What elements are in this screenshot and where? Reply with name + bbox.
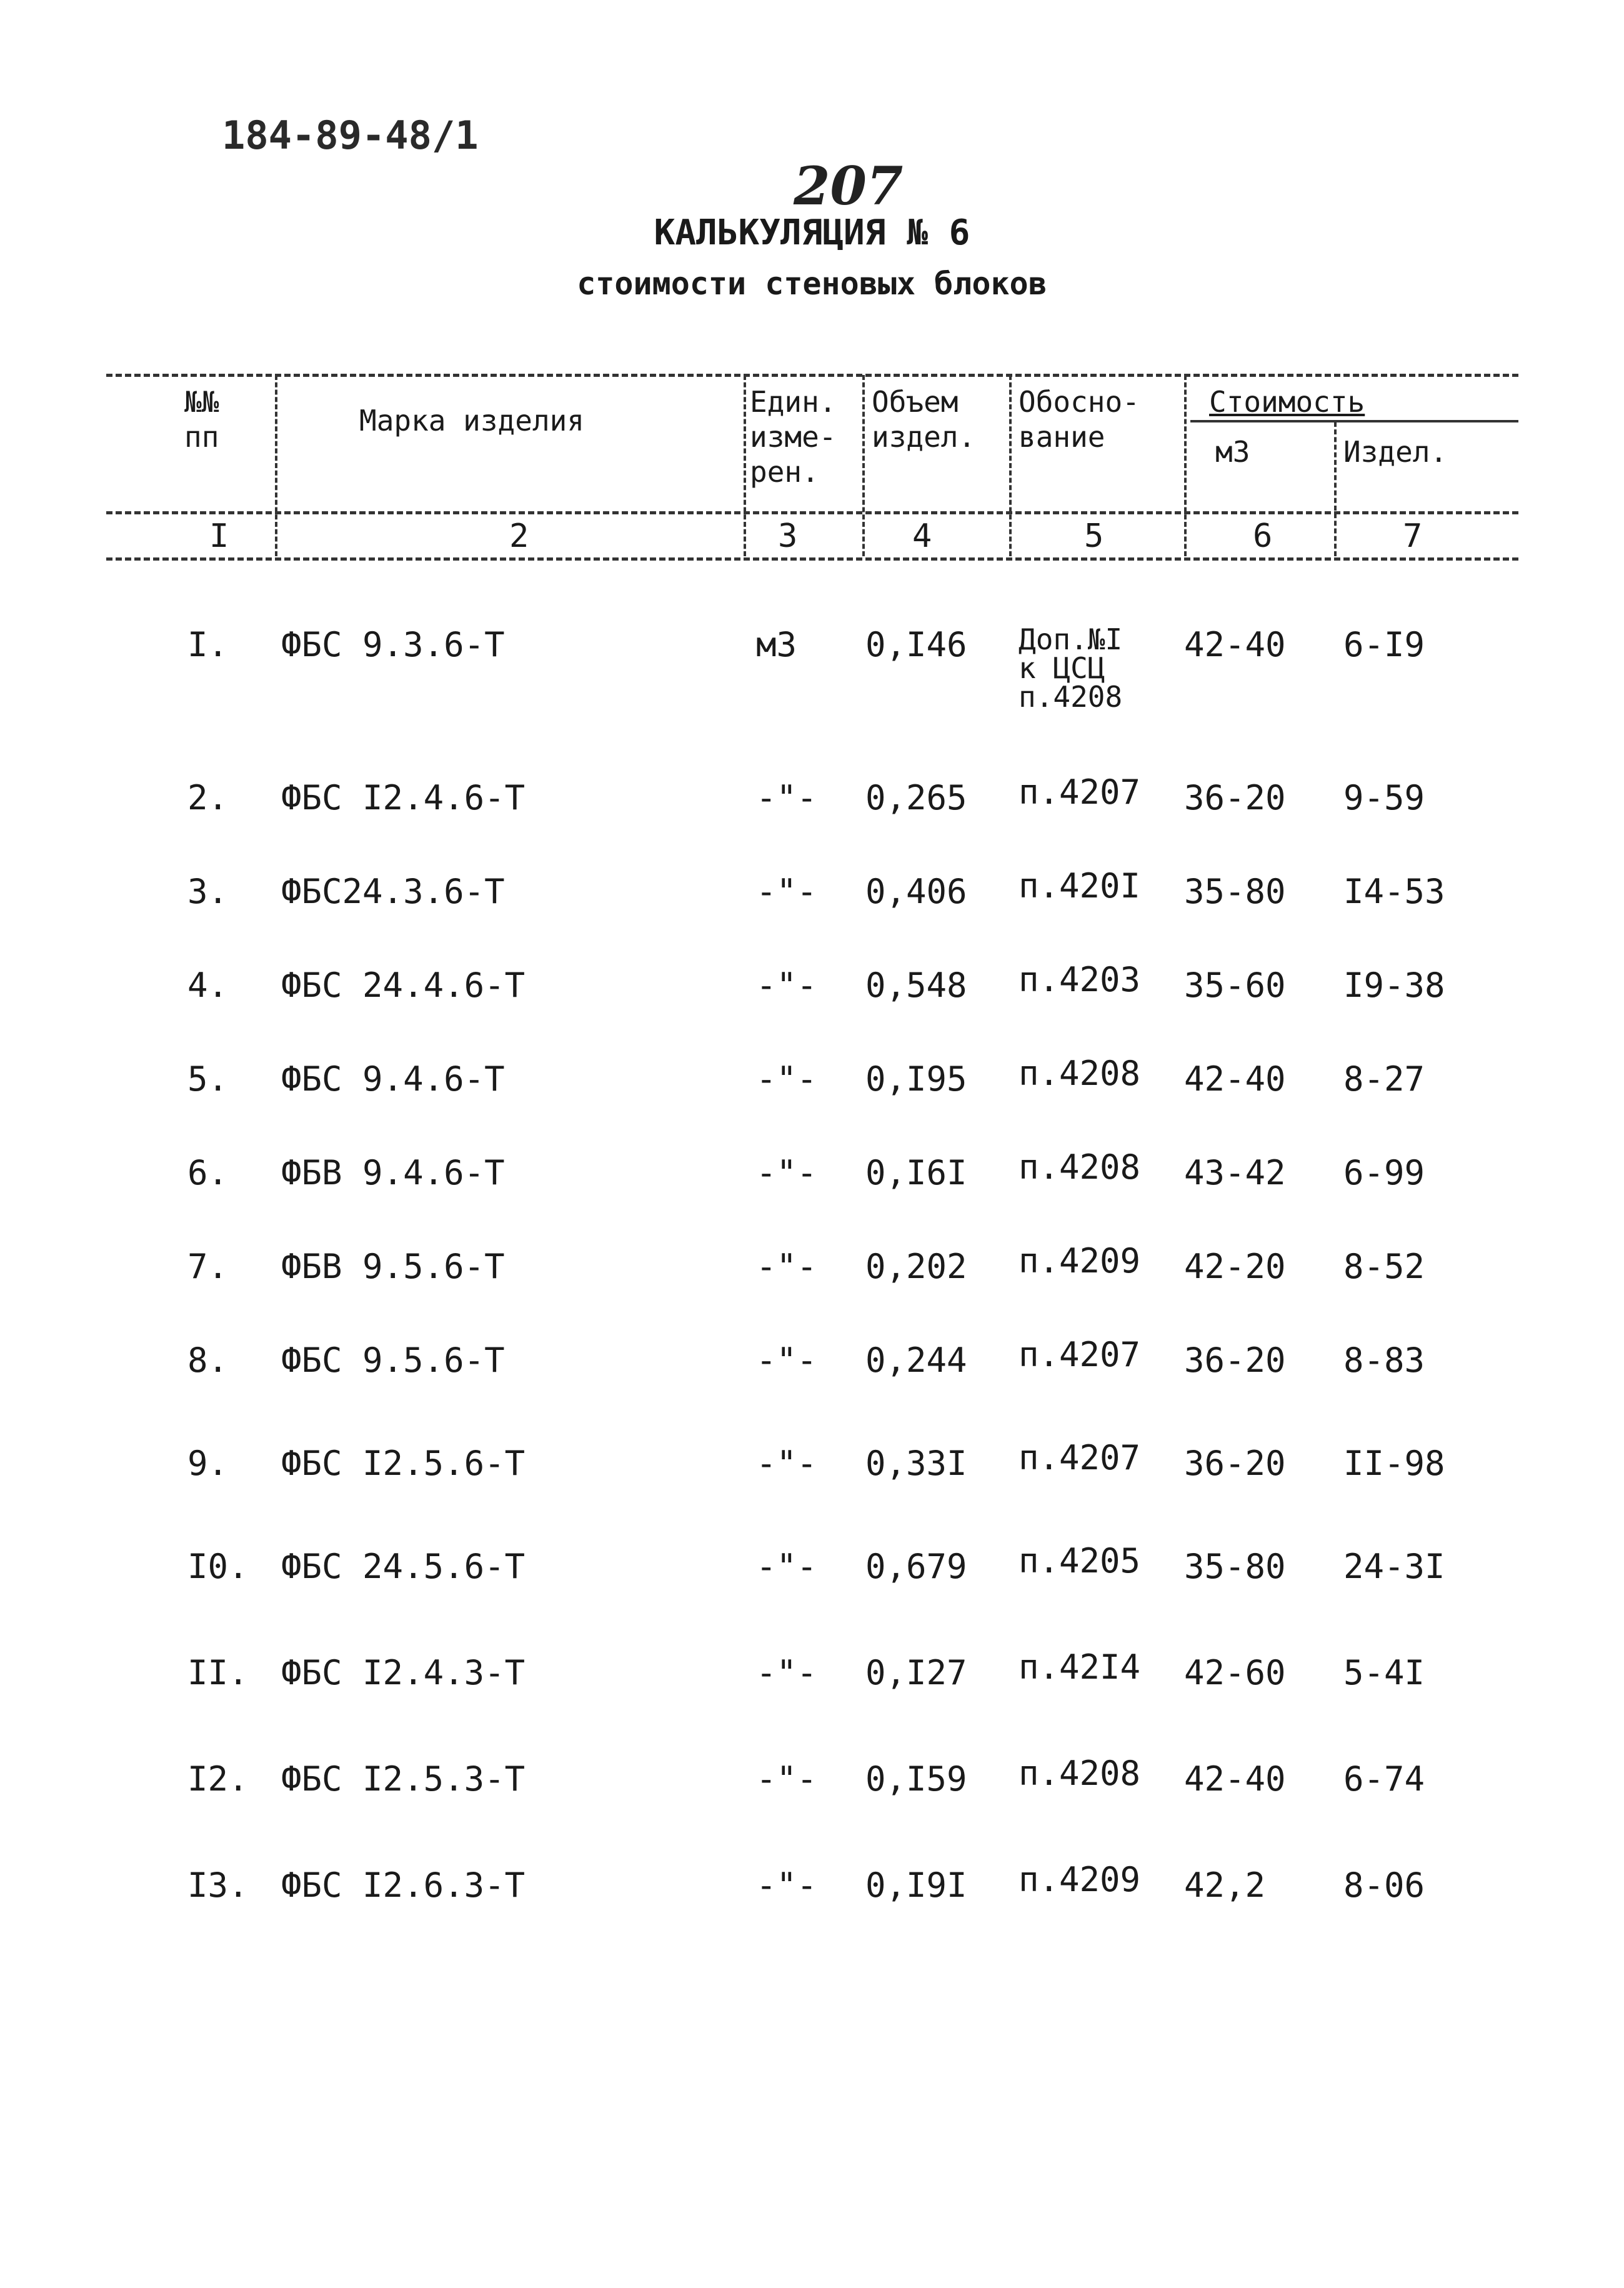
header-mark: Марка изделия bbox=[359, 404, 585, 437]
row-unit: -"- bbox=[756, 1444, 817, 1483]
row-cost-item: 8-27 bbox=[1343, 1059, 1425, 1099]
row-basis: Доп.№I к ЦСЦ п.4208 bbox=[1019, 622, 1123, 714]
row-number: I2. bbox=[187, 1759, 249, 1799]
column-separator bbox=[1009, 375, 1012, 556]
row-volume: 0,I59 bbox=[865, 1759, 967, 1799]
row-cost-m3: 35-80 bbox=[1184, 1547, 1286, 1586]
row-number: 5. bbox=[187, 1059, 229, 1099]
row-cost-m3: 42-60 bbox=[1184, 1653, 1286, 1692]
header-cost-group: Стоимость bbox=[1209, 385, 1365, 419]
row-basis: п.4205 bbox=[1019, 1541, 1141, 1581]
row-unit: -"- bbox=[756, 872, 817, 911]
row-cost-m3: 36-20 bbox=[1184, 778, 1286, 817]
row-unit: -"- bbox=[756, 1866, 817, 1905]
row-mark: ФБС24.3.6-Т bbox=[281, 872, 505, 911]
row-unit: -"- bbox=[756, 1341, 817, 1380]
row-unit: -"- bbox=[756, 1547, 817, 1586]
row-basis: п.4209 bbox=[1019, 1241, 1141, 1281]
column-numbers-rule bbox=[106, 557, 1518, 561]
row-mark: ФБС 9.5.6-Т bbox=[281, 1341, 505, 1380]
column-number: 4 bbox=[912, 517, 932, 555]
row-mark: ФБС I2.4.6-Т bbox=[281, 778, 526, 817]
row-number: 7. bbox=[187, 1247, 229, 1286]
row-unit: -"- bbox=[756, 778, 817, 817]
row-number: 6. bbox=[187, 1153, 229, 1192]
document-title: КАЛЬКУЛЯЦИЯ № 6 bbox=[654, 212, 970, 253]
row-number: I0. bbox=[187, 1547, 249, 1586]
row-cost-item: 9-59 bbox=[1343, 778, 1425, 817]
row-volume: 0,265 bbox=[865, 778, 967, 817]
column-separator bbox=[862, 375, 865, 556]
row-cost-item: I4-53 bbox=[1343, 872, 1445, 911]
row-volume: 0,202 bbox=[865, 1247, 967, 1286]
row-mark: ФБС 24.5.6-Т bbox=[281, 1547, 526, 1586]
row-cost-m3: 35-60 bbox=[1184, 966, 1286, 1005]
row-number: 8. bbox=[187, 1341, 229, 1380]
row-volume: 0,I9I bbox=[865, 1866, 967, 1905]
header-cost-m3: м3 bbox=[1215, 435, 1250, 469]
header-num: №№ пп bbox=[184, 385, 219, 454]
header-volume: Объем издел. bbox=[872, 385, 976, 454]
row-unit: -"- bbox=[756, 1153, 817, 1192]
row-cost-m3: 43-42 bbox=[1184, 1153, 1286, 1192]
cost-group-rule bbox=[1190, 420, 1518, 422]
header-bottom-rule bbox=[106, 511, 1518, 514]
row-mark: ФБВ 9.5.6-Т bbox=[281, 1247, 505, 1286]
row-number: 3. bbox=[187, 872, 229, 911]
row-mark: ФБС I2.5.6-Т bbox=[281, 1444, 526, 1483]
row-number: 4. bbox=[187, 966, 229, 1005]
row-mark: ФБС 9.4.6-Т bbox=[281, 1059, 505, 1099]
row-unit: -"- bbox=[756, 1759, 817, 1799]
row-basis: п.4209 bbox=[1019, 1860, 1141, 1899]
row-volume: 0,I46 bbox=[865, 625, 967, 664]
row-volume: 0,I27 bbox=[865, 1653, 967, 1692]
row-mark: ФБС I2.4.3-Т bbox=[281, 1653, 526, 1692]
row-cost-item: II-98 bbox=[1343, 1444, 1445, 1483]
row-cost-m3: 36-20 bbox=[1184, 1444, 1286, 1483]
row-mark: ФБС 9.3.6-Т bbox=[281, 625, 505, 664]
row-volume: 0,406 bbox=[865, 872, 967, 911]
row-mark: ФБВ 9.4.6-Т bbox=[281, 1153, 505, 1192]
column-separator bbox=[744, 375, 746, 556]
column-separator bbox=[275, 375, 277, 556]
row-cost-item: I9-38 bbox=[1343, 966, 1445, 1005]
table-top-rule bbox=[106, 374, 1518, 377]
row-cost-m3: 42,2 bbox=[1184, 1866, 1266, 1905]
row-cost-item: 6-99 bbox=[1343, 1153, 1425, 1192]
row-volume: 0,679 bbox=[865, 1547, 967, 1586]
row-unit: -"- bbox=[756, 1247, 817, 1286]
column-number: 3 bbox=[778, 517, 798, 555]
column-number: 5 bbox=[1084, 517, 1104, 555]
row-basis: п.42I4 bbox=[1019, 1647, 1141, 1687]
row-cost-item: 6-I9 bbox=[1343, 625, 1425, 664]
row-basis: п.4203 bbox=[1019, 960, 1141, 999]
row-cost-m3: 36-20 bbox=[1184, 1341, 1286, 1380]
document-code: 184-89-48/1 bbox=[222, 112, 479, 158]
column-number: I bbox=[209, 517, 229, 555]
row-unit: -"- bbox=[756, 1059, 817, 1099]
column-number: 6 bbox=[1253, 517, 1273, 555]
row-unit: -"- bbox=[756, 1653, 817, 1692]
column-separator bbox=[1334, 422, 1337, 556]
page-number: 207 bbox=[794, 155, 904, 217]
column-number: 7 bbox=[1403, 517, 1423, 555]
column-number: 2 bbox=[509, 517, 529, 555]
row-volume: 0,244 bbox=[865, 1341, 967, 1380]
row-mark: ФБС I2.6.3-Т bbox=[281, 1866, 526, 1905]
header-unit: Един. изме- рен. bbox=[750, 385, 837, 489]
row-cost-item: 24-3I bbox=[1343, 1547, 1445, 1586]
row-cost-item: 8-83 bbox=[1343, 1341, 1425, 1380]
row-basis: п.4207 bbox=[1019, 772, 1141, 812]
row-cost-item: 8-52 bbox=[1343, 1247, 1425, 1286]
row-basis: п.4208 bbox=[1019, 1147, 1141, 1187]
row-basis: п.4207 bbox=[1019, 1335, 1141, 1374]
row-mark: ФБС 24.4.6-Т bbox=[281, 966, 526, 1005]
row-basis: п.4208 bbox=[1019, 1754, 1141, 1793]
row-mark: ФБС I2.5.3-Т bbox=[281, 1759, 526, 1799]
row-volume: 0,548 bbox=[865, 966, 967, 1005]
document-subtitle: стоимости стеновых блоков bbox=[577, 266, 1047, 302]
row-cost-m3: 42-40 bbox=[1184, 1759, 1286, 1799]
row-basis: п.4207 bbox=[1019, 1438, 1141, 1477]
header-cost-item: Издел. bbox=[1343, 435, 1448, 469]
row-number: II. bbox=[187, 1653, 249, 1692]
row-basis: п.420I bbox=[1019, 866, 1141, 906]
header-basis: Обосно- вание bbox=[1019, 385, 1140, 454]
row-basis: п.4208 bbox=[1019, 1054, 1141, 1093]
row-cost-item: 5-4I bbox=[1343, 1653, 1425, 1692]
row-number: I. bbox=[187, 625, 229, 664]
row-cost-m3: 42-40 bbox=[1184, 625, 1286, 664]
row-cost-m3: 42-20 bbox=[1184, 1247, 1286, 1286]
row-number: 2. bbox=[187, 778, 229, 817]
row-volume: 0,I95 bbox=[865, 1059, 967, 1099]
row-unit: -"- bbox=[756, 966, 817, 1005]
row-number: I3. bbox=[187, 1866, 249, 1905]
row-unit: м3 bbox=[756, 625, 797, 664]
row-number: 9. bbox=[187, 1444, 229, 1483]
row-cost-m3: 42-40 bbox=[1184, 1059, 1286, 1099]
row-cost-m3: 35-80 bbox=[1184, 872, 1286, 911]
row-cost-item: 8-06 bbox=[1343, 1866, 1425, 1905]
row-cost-item: 6-74 bbox=[1343, 1759, 1425, 1799]
column-separator bbox=[1184, 375, 1187, 556]
row-volume: 0,I6I bbox=[865, 1153, 967, 1192]
row-volume: 0,33I bbox=[865, 1444, 967, 1483]
